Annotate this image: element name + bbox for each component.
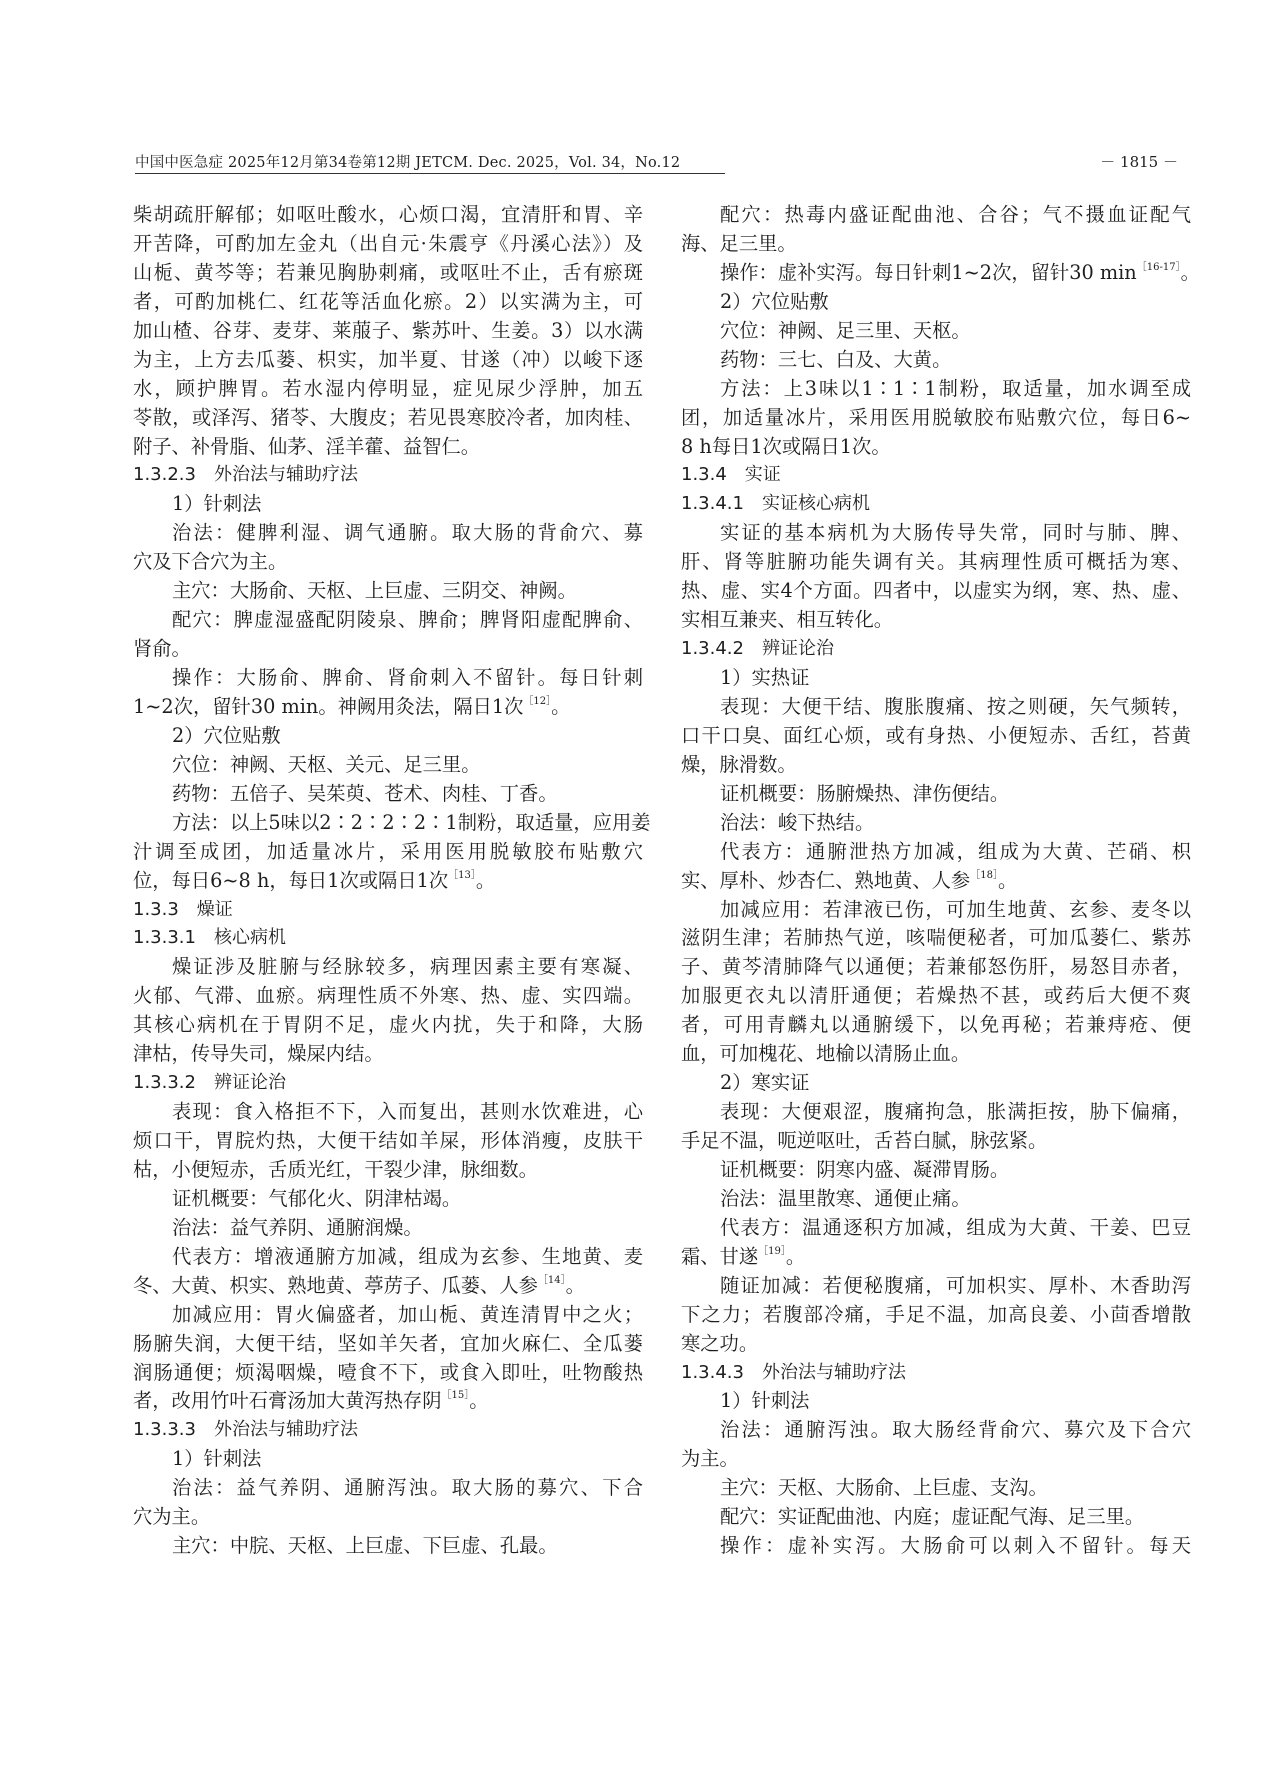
line-text: 汁调至成团，加适量冰片，采用医用脱敏胶布贴敷穴	[133, 839, 643, 863]
line-text: 治法：峻下热结。	[720, 810, 875, 834]
text-line	[681, 838, 1191, 867]
text-line	[681, 433, 1191, 462]
citation-ref: ［18］	[970, 869, 998, 881]
line-text: 加服更衣丸以清肝通便；若燥热不甚，或药后大便不爽	[681, 984, 1191, 1008]
text-line	[133, 751, 643, 780]
line-text: 2）穴位贴敷	[720, 289, 829, 313]
text-line	[681, 1272, 1191, 1301]
text-line	[133, 1359, 643, 1388]
text-line	[133, 606, 643, 635]
line-text: 山栀、黄芩等；若兼见胸胁刺痛，或呕吐不止，舌有瘀斑	[133, 260, 643, 284]
line-text: 开苦降，可酌加左金丸（出自元·朱震亨《丹溪心法》）及	[133, 231, 643, 255]
section-heading	[133, 1069, 643, 1098]
line-text: 随证加减：若便秘腹痛，可加枳实、厚朴、木香助泻	[720, 1273, 1191, 1297]
text-line	[681, 1011, 1191, 1040]
section-heading	[681, 490, 1191, 519]
line-text: 肝、肾等脏腑功能失调有关。其病理性质可概括为寒、	[681, 550, 1191, 574]
text-line	[681, 1127, 1191, 1156]
line-text: 肠腑失润，大便干结，坚如羊矢者，宜加火麻仁、全瓜蒌	[133, 1331, 643, 1355]
text-line	[133, 1330, 643, 1359]
line-text: 手足不温，呃逆呕吐，舌苔白腻，脉弦紧。	[681, 1129, 1048, 1152]
line-text: 证机概要：肠腑燥热、津伤便结。	[720, 781, 1010, 805]
line-text: 治法：温里散寒、通便止痛。	[720, 1186, 971, 1210]
text-line	[133, 1503, 643, 1532]
text-line	[133, 1011, 643, 1040]
line-text: 1.3.4.1 实证核心病机	[681, 493, 870, 515]
text-line	[133, 519, 643, 548]
text-line	[133, 1127, 643, 1156]
line-tail: 。	[475, 868, 496, 892]
text-line	[681, 230, 1191, 259]
text-line	[681, 1040, 1191, 1069]
text-line	[681, 722, 1191, 751]
line-text: 实、厚朴、炒杏仁、熟地黄、人参	[681, 868, 971, 892]
text-line	[681, 259, 1200, 288]
line-text: 穴为主。	[133, 1505, 211, 1529]
line-text: 配穴：热毒内盛证配曲池、合谷；气不摄血证配气	[720, 203, 1191, 226]
citation-ref: ［14］	[537, 1274, 566, 1286]
line-text: 穴位：神阙、足三里、天枢。	[720, 318, 971, 342]
line-text: 治法：益气养阴、通腑润燥。	[172, 1215, 423, 1239]
line-text: 操作：虚补实泻。大肠俞可以刺入不留针。每天	[720, 1534, 1191, 1558]
line-text: 药物：五倍子、吴茱萸、苍术、肉桂、丁香。	[172, 781, 558, 805]
line-text: 表现：大便艰涩，腹痛拘急，胀满拒按，胁下偏痛，	[720, 1100, 1191, 1124]
line-text: 冬、大黄、枳实、熟地黄、葶苈子、瓜蒌、人参	[133, 1273, 538, 1297]
line-text: 霜、甘遂	[681, 1244, 759, 1268]
text-line	[681, 924, 1191, 953]
text-line	[133, 1387, 643, 1416]
line-text: 附子、补骨脂、仙茅、淫羊藿、益智仁。	[133, 434, 481, 458]
text-line	[681, 1330, 1191, 1359]
line-text: 主穴：天枢、大肠俞、上巨虚、支沟。	[720, 1476, 1048, 1500]
line-text: 为主，上方去瓜蒌、枳实，加半夏、甘遂（冲）以峻下逐	[133, 347, 643, 371]
text-line	[681, 896, 1191, 925]
text-line	[681, 1301, 1191, 1330]
line-text: 1）针刺法	[172, 492, 262, 516]
citation-ref: ［12］	[523, 695, 552, 707]
section-heading	[681, 635, 1191, 664]
line-text: 为主。	[681, 1447, 739, 1471]
citation-ref: ［13］	[448, 869, 476, 881]
page-number: － 1815 －	[1100, 153, 1178, 171]
text-line	[133, 404, 643, 433]
line-text: 苓散，或泽泻、猪苓、大腹皮；若见畏寒胶冷者，加肉桂、	[133, 405, 643, 429]
line-text: 1.3.2.3 外治法与辅助疗法	[133, 464, 358, 486]
line-tail: 。	[785, 1244, 806, 1268]
right-column	[681, 201, 1200, 1561]
text-line	[133, 693, 643, 722]
line-text: 加山楂、谷芽、麦芽、莱菔子、紫苏叶、生姜。3）以水满	[133, 318, 643, 342]
text-line	[133, 577, 643, 606]
text-line	[133, 867, 643, 896]
text-line	[133, 780, 643, 809]
section-heading	[133, 461, 643, 490]
text-line	[133, 230, 643, 259]
line-tail: 。	[565, 1273, 585, 1297]
line-tail: 。	[469, 1389, 489, 1413]
line-text: 治法：益气养阴、通腑泻浊。取大肠的募穴、下合	[172, 1476, 643, 1500]
line-text: 子、黄芩清肺降气以通便；若兼郁怒伤肝，易怒目赤者，	[681, 955, 1191, 979]
line-text: 主穴：中脘、天枢、上巨虚、下巨虚、孔最。	[172, 1534, 558, 1558]
line-text: 表现：大便干结、腹胀腹痛、按之则硬，矢气频转，	[720, 694, 1191, 718]
line-text: 润肠通便；烦渴咽燥，噎食不下，或食入即吐，吐物酸热	[133, 1360, 643, 1384]
text-line	[681, 375, 1191, 404]
text-line	[681, 982, 1191, 1011]
text-line	[681, 751, 1191, 780]
line-text: 1.3.4 实证	[681, 464, 781, 486]
line-text: 代表方：通腑泄热方加减，组成为大黄、芒硝、枳	[720, 839, 1191, 863]
line-text: 实证的基本病机为大肠传导失常，同时与肺、脾、	[720, 521, 1191, 545]
line-text: 穴位：神阙、天枢、关元、足三里。	[172, 752, 481, 776]
line-text: 1）实热证	[720, 666, 810, 689]
citation-ref: ［16-17］	[1136, 261, 1181, 273]
line-text: 1.3.4.2 辨证论治	[681, 638, 834, 660]
line-text: 1.3.3 燥证	[133, 898, 233, 920]
text-line	[133, 1272, 643, 1301]
line-tail: 。	[1180, 260, 1200, 284]
text-line	[681, 1214, 1191, 1243]
line-text: 1.3.3.1 核心病机	[133, 927, 286, 949]
text-line	[133, 1040, 643, 1069]
text-line	[681, 288, 1191, 317]
text-line	[133, 982, 643, 1011]
text-line	[681, 577, 1191, 606]
text-line	[133, 838, 643, 867]
line-text: 方法：以上5味以2∶2∶2∶2∶1制粉，取适量，应用姜	[172, 810, 651, 834]
text-line	[133, 317, 643, 346]
line-text: 配穴：实证配曲池、内庭；虚证配气海、足三里。	[720, 1505, 1145, 1529]
line-text: 1.3.4.3 外治法与辅助疗法	[681, 1361, 906, 1383]
text-line	[133, 953, 643, 982]
section-heading	[133, 896, 643, 925]
text-line	[681, 664, 1191, 693]
text-line	[133, 664, 643, 693]
text-line	[133, 201, 643, 230]
line-text: 位，每日6~8 h，每日1次或隔日1次	[133, 868, 449, 892]
line-text: 下之力；若腹部冷痛，手足不温，加高良姜、小茴香增散	[681, 1302, 1191, 1326]
line-text: 主穴：大肠俞、天枢、上巨虚、三阴交、神阙。	[172, 579, 577, 603]
line-text: 水，顾护脾胃。若水湿内停明显，症见尿少浮肿，加五	[133, 376, 643, 400]
line-text: 1~2次，留针30 min。神阙用灸法，隔日1次	[133, 694, 524, 718]
line-text: 烦口干，胃脘灼热，大便干结如羊屎，形体消瘦，皮肤干	[133, 1129, 643, 1152]
text-line	[133, 259, 643, 288]
line-text: 治法：健脾利湿、调气通腑。取大肠的背俞穴、募	[172, 521, 643, 545]
line-text: 代表方：增液通腑方加减，组成为玄参、生地黄、麦	[172, 1244, 643, 1268]
line-text: 加减应用：胃火偏盛者，加山栀、黄连清胃中之火；	[172, 1302, 643, 1326]
line-text: 燥证涉及脏腑与经脉较多，病理因素主要有寒凝、	[172, 955, 643, 979]
header-rule	[135, 173, 725, 174]
text-line	[133, 490, 643, 519]
line-text: 穴及下合穴为主。	[133, 550, 288, 574]
section-heading	[133, 1416, 643, 1445]
line-text: 燥，脉滑数。	[681, 752, 797, 776]
text-line	[681, 317, 1191, 346]
text-line	[133, 1301, 643, 1330]
text-line	[133, 809, 651, 838]
section-heading	[133, 924, 643, 953]
line-text: 热、虚、实4个方面。四者中，以虚实为纲，寒、热、虚、	[681, 579, 1191, 603]
line-text: 柴胡疏肝解郁；如呕吐酸水，心烦口渴，宜清肝和胃、辛	[133, 203, 643, 226]
line-text: 者，可用青麟丸以通腑缓下，以免再秘；若兼痔疮、便	[681, 1013, 1191, 1037]
line-text: 2）穴位贴敷	[172, 723, 281, 747]
section-heading	[681, 461, 1191, 490]
text-line	[681, 346, 1191, 375]
text-line	[681, 867, 1191, 896]
line-text: 2）寒实证	[720, 1071, 810, 1095]
text-line	[681, 1185, 1191, 1214]
line-text: 治法：通腑泻浊。取大肠经背俞穴、募穴及下合穴	[720, 1418, 1191, 1442]
line-text: 血，可加槐花、地榆以清肠止血。	[681, 1042, 971, 1066]
line-text: 配穴：脾虚湿盛配阴陵泉、脾俞；脾肾阳虚配脾俞、	[172, 608, 643, 632]
line-text: 寒之功。	[681, 1331, 759, 1355]
line-text: 表现：食入格拒不下，入而复出，甚则水饮难进，心	[172, 1100, 643, 1124]
text-line	[681, 1069, 1191, 1098]
text-line	[681, 1387, 1191, 1416]
text-line	[133, 375, 643, 404]
line-text: 枯，小便短赤，舌质光红，干裂少津，脉细数。	[133, 1157, 538, 1181]
line-text: 者，可酌加桃仁、红花等活血化瘀。2）以实满为主，可	[133, 289, 643, 313]
line-text: 8 h每日1次或隔日1次。	[681, 434, 891, 458]
line-text: 操作：大肠俞、脾俞、肾俞刺入不留针。每日针刺	[172, 666, 643, 689]
running-header-journal: 中国中医急症 2025年12月第34卷第12期 JETCM. Dec. 2025，Vol. 34，No.12	[135, 155, 681, 171]
text-line	[681, 1474, 1191, 1503]
line-tail: 。	[551, 694, 571, 718]
line-text: 海、足三里。	[681, 231, 797, 255]
left-column	[133, 201, 651, 1561]
text-line	[681, 519, 1191, 548]
line-tail: 。	[997, 868, 1018, 892]
text-line	[681, 606, 1191, 635]
text-line	[681, 548, 1191, 577]
line-text: 1.3.3.2 辨证论治	[133, 1072, 286, 1094]
line-text: 其核心病机在于胃阴不足，虚火内扰，失于和降，大肠	[133, 1013, 643, 1037]
text-line	[681, 693, 1191, 722]
text-line	[681, 201, 1191, 230]
line-text: 代表方：温通逐积方加减，组成为大黄、干姜、巴豆	[720, 1215, 1191, 1239]
text-line	[133, 1445, 643, 1474]
line-text: 证机概要：阴寒内盛、凝滞胃肠。	[720, 1157, 1010, 1181]
text-line	[681, 1098, 1191, 1127]
line-text: 加减应用：若津液已伤，可加生地黄、玄参、麦冬以	[720, 897, 1191, 921]
line-text: 方法：上3味以1∶1∶1制粉，取适量，加水调至成	[720, 376, 1191, 400]
text-line	[133, 635, 643, 664]
line-text: 肾俞。	[133, 637, 191, 661]
text-line	[133, 548, 643, 577]
line-text: 药物：三七、白及、大黄。	[720, 347, 952, 371]
text-line	[133, 1474, 643, 1503]
line-text: 1）针刺法	[720, 1389, 810, 1413]
line-text: 津枯，传导失司，燥屎内结。	[133, 1042, 384, 1066]
line-text: 滋阴生津；若肺热气逆，咳喘便秘者，可加瓜蒌仁、紫苏	[681, 926, 1191, 950]
text-line	[681, 1445, 1191, 1474]
text-line	[133, 1156, 643, 1185]
text-line	[681, 1156, 1191, 1185]
text-line	[681, 1503, 1191, 1532]
line-text: 团，加适量冰片，采用医用脱敏胶布贴敷穴位，每日6~	[681, 405, 1191, 429]
line-text: 口干口臭、面红心烦，或有身热、小便短赤、舌红，苔黄	[681, 723, 1191, 747]
text-line	[133, 346, 643, 375]
text-line	[133, 722, 643, 751]
text-line	[681, 1416, 1191, 1445]
line-text: 火郁、气滞、血瘀。病理性质不外寒、热、虚、实四端。	[133, 984, 643, 1008]
citation-ref: ［15］	[441, 1390, 470, 1402]
text-line	[681, 780, 1191, 809]
text-line	[681, 809, 1191, 838]
text-line	[133, 1214, 643, 1243]
text-line	[133, 1532, 643, 1561]
text-line	[133, 1185, 643, 1214]
line-text: 操作：虚补实泻。每日针刺1~2次，留针30 min	[720, 260, 1137, 284]
citation-ref: ［19］	[758, 1245, 786, 1257]
text-line	[133, 1243, 643, 1272]
line-text: 1.3.3.3 外治法与辅助疗法	[133, 1419, 358, 1441]
line-text: 1）针刺法	[172, 1447, 262, 1471]
text-line	[681, 1243, 1191, 1272]
section-heading	[681, 1359, 1191, 1388]
text-line	[133, 288, 643, 317]
line-text: 实相互兼夹、相互转化。	[681, 608, 894, 632]
text-line	[133, 1098, 643, 1127]
line-text: 者，改用竹叶石膏汤加大黄泻热存阴	[133, 1389, 442, 1413]
text-line	[681, 1532, 1191, 1561]
text-line	[681, 953, 1191, 982]
line-text: 证机概要：气郁化火、阴津枯竭。	[172, 1186, 462, 1210]
text-line	[133, 433, 643, 462]
text-line	[681, 404, 1191, 433]
